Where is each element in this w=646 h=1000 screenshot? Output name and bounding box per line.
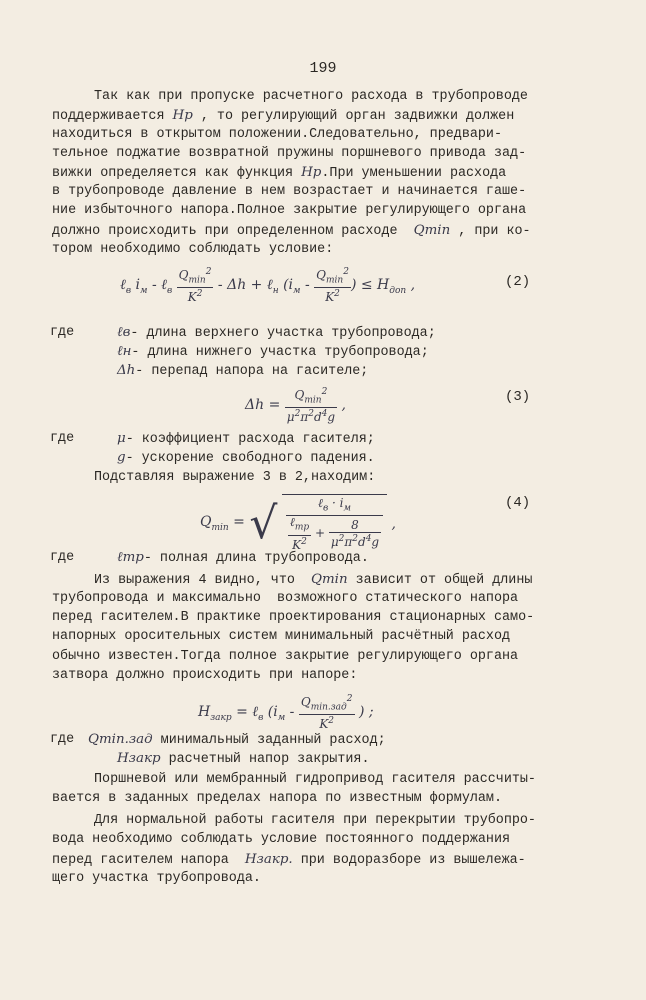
text-line: Для нормальной работы гасителя при перекрытии трубопро- — [94, 813, 536, 828]
equation-number: (2) — [505, 274, 531, 290]
definition-line: ℓн- длина нижнего участка трубопровода; — [117, 344, 429, 360]
equation-number: (4) — [505, 495, 531, 511]
definition-line: Hзакр расчетный напор закрытия. — [117, 751, 370, 767]
definition-line: где — [50, 431, 75, 446]
equation-4: $Q_{min}$ = √ ℓ$_в$ · $i_м$ $\frac{\ell_{тр}}{K^2}$ + $\frac{8}{\mu^2\pi^2d^4g}$ , — [200, 496, 397, 552]
definition-line: Qmin.зад минимальный заданный расход; — [88, 732, 386, 748]
equation-2: ℓ$_в$ $i_м$ - ℓ$_в$ $\frac{Q_{min}^2}{K^2}$ - Δh + ℓ$_н$ ($i_м$ - $\frac{Q_{min}^2}{K^2}$ ) ≤ $H_{доп}$ , — [120, 267, 416, 305]
text-line: находиться в открытом положении.Следовательно, предвари- — [52, 127, 502, 142]
text-line: затвора должно происходить при напоре: — [52, 668, 358, 683]
definition-line: g- ускорение свободного падения. — [117, 450, 375, 466]
text-line: тельное поджатие возвратной пружины поршневого привода зад- — [52, 146, 527, 161]
text-line: должно происходить при определенном расходе Qmin , при ко- — [52, 223, 531, 239]
text-line: трубопровода и максимально возможного статического напора — [52, 591, 519, 606]
text-line: вижки определяется как функция Hр.При уменьшении расхода — [52, 165, 507, 181]
definition-line: где — [50, 550, 75, 565]
symbol-Hzakr: Hзакр. — [244, 852, 293, 867]
text-line: обычно известен.Тогда полное закрытие регулирующего органа — [52, 649, 519, 664]
text-line: щего участка трубопровода. — [52, 871, 261, 886]
equation-closing-head: $H_{закр}$ = ℓ$_в$ ($i_м$ - $\frac{Q_{min.зад}^2}{K^2}$ ) ; — [198, 694, 374, 732]
text-line: тором необходимо соблюдать условие: — [52, 242, 334, 257]
symbol-Hp: Hр — [172, 108, 193, 123]
text-line: Из выражения 4 видно, что Qmin зависит от общей длины — [94, 572, 533, 588]
text-line: Так как при пропуске расчетного расхода в трубопроводе — [94, 89, 528, 104]
definition-line: ℓтр- полная длина трубопровода. — [117, 550, 369, 566]
text-line: Поршневой или мембранный гидропривод гасителя рассчиты- — [94, 772, 536, 787]
text-line: напорных оросительных систем минимальный расчётный расход — [52, 629, 511, 644]
definition-line: где — [50, 732, 75, 747]
text-line: перед гасителем.В практике проектирования стационарных само- — [52, 610, 535, 625]
definition-line: где — [50, 325, 75, 340]
definition-line: μ- коэффициент расхода гасителя; — [117, 431, 375, 447]
text-line: вается в заданных пределах напора по известным формулам. — [52, 791, 502, 806]
symbol-Qmin: Qmin — [413, 223, 451, 238]
text-line: перед гасителем напора Hзакр. при водоразборе из вышележа- — [52, 852, 526, 868]
equation-3: Δh = $\frac{Q_{min}^2}{\mu^2\pi^2d^4g}$ , — [245, 387, 346, 425]
text-line: Подставляя выражение 3 в 2,находим: — [94, 470, 376, 485]
text-line: поддерживается Hр , то регулирующий орган задвижки должен — [52, 108, 515, 124]
text-line: в трубопроводе давление в нем возрастает и начинается гаше- — [52, 184, 527, 199]
text-line: ние избыточного напора.Полное закрытие регулирующего органа — [52, 203, 527, 218]
symbol-Hp: Hр — [301, 165, 322, 180]
definition-line: Δh- перепад напора на гасителе; — [117, 363, 369, 379]
text-line: вода необходимо соблюдать условие постоянного поддержания — [52, 832, 511, 847]
equation-number: (3) — [505, 389, 531, 405]
page-number: 199 — [309, 60, 337, 77]
symbol-Qmin: Qmin — [310, 572, 348, 587]
definition-line: ℓв- длина верхнего участка трубопровода; — [117, 325, 436, 341]
